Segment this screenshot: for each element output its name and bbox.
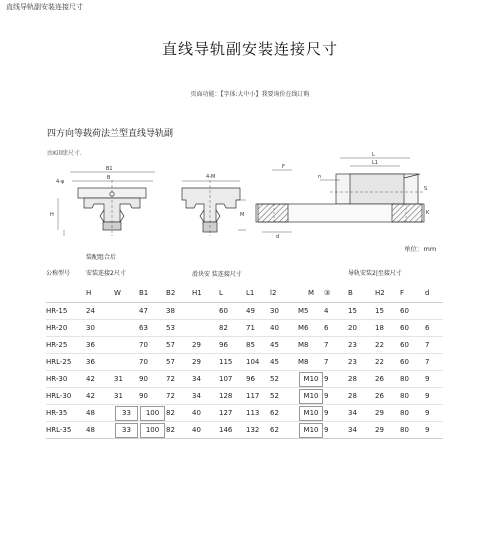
column-header: d [425,284,443,303]
column-header: B [348,284,375,303]
rail-header: 导轨安装2|至接尺寸 [348,270,402,277]
table-cell: 28 [348,371,375,388]
table-cell [46,252,86,264]
table-cell [166,252,443,264]
table-cell: 71 [246,320,270,337]
table-cell: 63 [139,320,166,337]
column-header: L [219,284,246,303]
table-row [46,354,443,371]
table-cell: 57 [166,337,192,354]
breadcrumb: 直线导轨副安装连接尺寸 [6,3,83,11]
table-cell: 6 [324,320,348,337]
model-cell: HRL-25 [46,354,86,371]
table-cell: 9 [324,405,348,422]
table-cell: 82 [166,405,192,422]
table-cell: 9 [324,371,348,388]
table-cell: 70 [139,354,166,371]
table-cell [114,303,139,320]
rail-dimension-drawings [0,150,500,242]
front-view-drawing [58,172,155,236]
table-cell: 80 [400,371,425,388]
column-header: H [86,284,114,303]
assembly-header: 装配组合后 [86,254,117,261]
table-cell: 117 [246,388,270,405]
label-h2: M [240,212,245,218]
table-column-row [46,284,443,303]
slider-header: 滑块安 装连接尺寸 [192,270,242,278]
label-d: d [276,234,280,240]
table-cell: 72 [166,371,192,388]
table-cell: 23 [348,354,375,371]
table-row [46,337,443,354]
label-b: B [107,175,111,181]
table-cell: M8 [298,354,324,371]
table-row [46,320,443,337]
table-cell: 53 [166,320,192,337]
table-cell: 100 [139,405,166,422]
table-cell: 60 [400,303,425,320]
table-cell: 9 [324,388,348,405]
table-cell: 52 [270,388,298,405]
table-cell: 30 [86,320,114,337]
label-b1: B1 [106,166,113,172]
table-cell: 60 [219,303,246,320]
model-cell: HR-25 [46,337,86,354]
table-cell: 15 [375,303,400,320]
table-cell: 107 [219,371,246,388]
table-cell: 80 [400,422,425,439]
table-cell: 34 [192,371,219,388]
table-cell: 38 [166,303,192,320]
table-cell: M6 [298,320,324,337]
table-row [46,371,443,388]
table-cell: 40 [192,422,219,439]
column-header: H2 [375,284,400,303]
table-cell: 60 [400,320,425,337]
model-cell: HR-35 [46,405,86,422]
table-cell: 60 [400,354,425,371]
table-cell: 47 [139,303,166,320]
table-cell [114,337,139,354]
label-holes: 4-φ [56,179,65,185]
table-cell: M5 [298,303,324,320]
table-cell: 36 [86,354,114,371]
table-cell: 57 [166,354,192,371]
table-cell: 9 [324,422,348,439]
model-header: 公称型号 [46,270,71,277]
model-cell: HR-15 [46,303,86,320]
table-header-row [46,264,443,284]
table-cell: 82 [166,422,192,439]
table-cell: M8 [298,337,324,354]
table-cell: 127 [219,405,246,422]
table-cell: 22 [375,354,400,371]
table-cell: 7 [324,337,348,354]
table-cell: 80 [400,388,425,405]
table-cell: 31 [114,371,139,388]
table-cell: 96 [246,371,270,388]
table-cell: 7 [425,354,443,371]
table-row [46,405,443,422]
table-cell: 9 [425,422,443,439]
column-header: H1 [192,284,219,303]
table-cell: 128 [219,388,246,405]
table-cell: 29 [375,405,400,422]
table-cell: 146 [219,422,246,439]
label-s: S [424,186,428,192]
label-n: n [318,174,322,180]
table-cell: 60 [400,337,425,354]
table-cell: 100 [139,422,166,439]
table-cell: 90 [139,371,166,388]
table-cell [166,264,192,284]
table-cell: 34 [192,388,219,405]
table-cell [192,320,219,337]
table-cell: 40 [192,405,219,422]
label-4m: 4-M [206,174,216,180]
table-cell: 113 [246,405,270,422]
table-cell: 9 [425,371,443,388]
table-cell [270,264,348,284]
table-cell: 115 [219,354,246,371]
label-l: L [372,152,375,158]
table-cell [192,303,219,320]
table-cell: 24 [86,303,114,320]
table-cell: 26 [375,388,400,405]
table-cell: 33 [114,405,139,422]
table-cell: 40 [270,320,298,337]
column-header: B1 [139,284,166,303]
column-header: M [298,284,324,303]
table-cell: 42 [86,388,114,405]
table-cell: M10 [298,388,324,405]
table-cell: 70 [139,337,166,354]
column-header: F [400,284,425,303]
table-cell: 62 [270,405,298,422]
table-cell: 45 [270,354,298,371]
table-cell: 28 [348,388,375,405]
section-title: 四方向等载荷法兰型直线导轨副 [47,129,174,139]
table-cell: 90 [139,388,166,405]
table-cell: 72 [166,388,192,405]
table-cell: 15 [348,303,375,320]
model-cell: HR-20 [46,320,86,337]
table-cell: 48 [86,405,114,422]
column-header: ③ [324,284,348,303]
column-header [46,284,86,303]
table-cell: 34 [348,405,375,422]
table-cell [114,320,139,337]
table-cell: 33 [114,422,139,439]
table-cell: 26 [375,371,400,388]
install-header: 安装连接2尺寸 [86,270,126,277]
table-cell: 36 [86,337,114,354]
table-cell: 62 [270,422,298,439]
page-function-bar[interactable]: 页面功能：【字体:大中小】我要询价在线订购 [190,91,310,98]
table-cell: 31 [114,388,139,405]
table-cell: 85 [246,337,270,354]
table-cell: 4 [324,303,348,320]
side-profile-drawing [182,180,246,236]
model-cell: HRL-30 [46,388,86,405]
table-cell: 29 [192,337,219,354]
table-cell: 30 [270,303,298,320]
table-cell: 82 [219,320,246,337]
dimension-table [46,252,443,439]
table-cell: 48 [86,422,114,439]
column-header: W [114,284,139,303]
table-cell: 18 [375,320,400,337]
column-header: L1 [246,284,270,303]
table-cell [114,354,139,371]
table-row [46,422,443,439]
column-header: B2 [166,284,192,303]
table-row [46,388,443,405]
table-cell: 49 [246,303,270,320]
table-cell: 132 [246,422,270,439]
page-title: 直线导轨副安装连接尺寸 [161,40,338,58]
label-k: K [426,210,430,216]
table-group-row [46,252,443,264]
table-cell: 7 [324,354,348,371]
table-cell: 7 [425,337,443,354]
column-header: l2 [270,284,298,303]
table-cell: 52 [270,371,298,388]
table-cell: 29 [192,354,219,371]
table-cell: M10 [298,405,324,422]
table-cell: 80 [400,405,425,422]
model-cell: HRL-35 [46,422,86,439]
table-cell [425,303,443,320]
table-cell: 104 [246,354,270,371]
table-cell: 9 [425,405,443,422]
table-cell: 45 [270,337,298,354]
table-cell: 34 [348,422,375,439]
unit-label: 单位：mm [404,245,437,253]
table-cell: M10 [298,422,324,439]
label-h: H [50,212,54,218]
table-cell: 6 [425,320,443,337]
model-cell: HR-30 [46,371,86,388]
table-cell: 22 [375,337,400,354]
label-f: F [282,164,285,170]
label-l1: L1 [372,160,378,166]
table-row [46,303,443,320]
table-cell: 23 [348,337,375,354]
sub-note: 由Kill肆尺寸. [47,150,82,157]
table-cell: 96 [219,337,246,354]
table-cell: 20 [348,320,375,337]
table-cell: M10 [298,371,324,388]
table-cell: 29 [375,422,400,439]
table-cell: 42 [86,371,114,388]
table-cell: 9 [425,388,443,405]
